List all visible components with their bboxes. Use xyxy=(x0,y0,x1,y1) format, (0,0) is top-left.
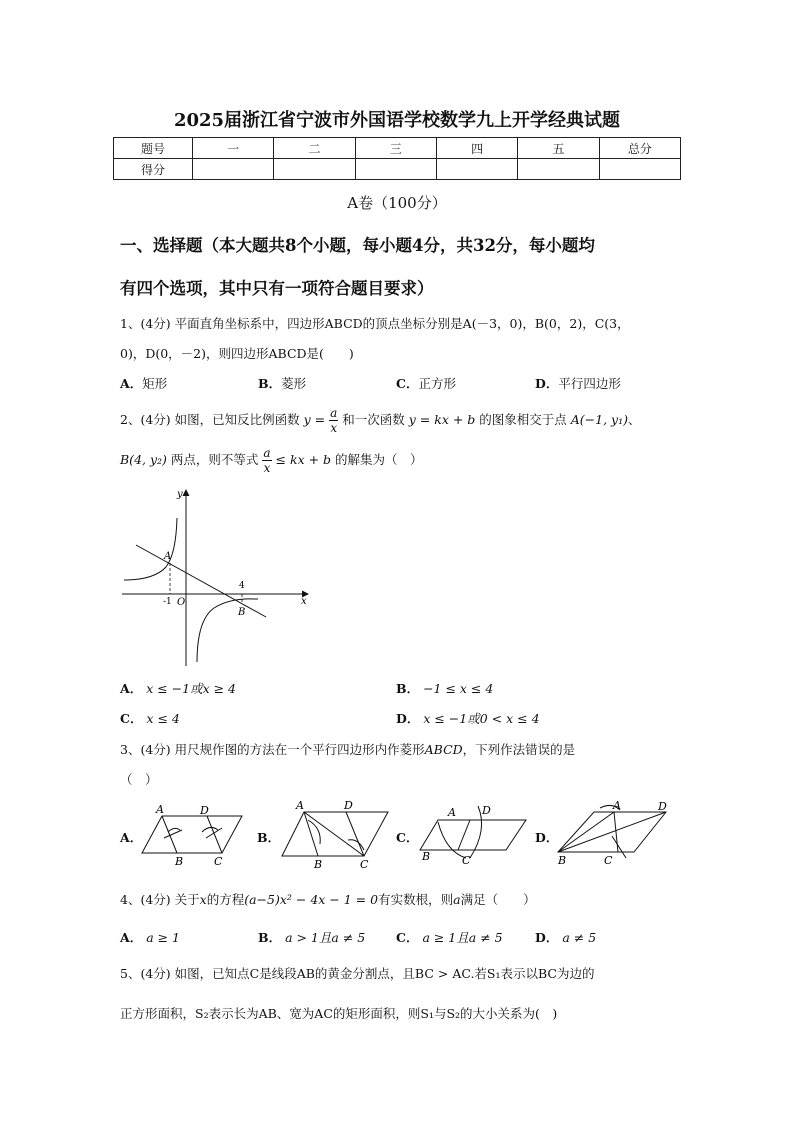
q4-option-b[interactable]: B． a > 1且a ≠ 5 xyxy=(258,930,366,945)
construction-mark xyxy=(612,836,626,858)
q4-option-a[interactable]: A． a ≥ 1 xyxy=(120,930,181,945)
q3-option-c-label[interactable]: C． xyxy=(396,830,419,845)
q5-text-line2: 正方形面积，S₂表示长为AB、宽为AC的矩形面积，则S₁与S₂的大小关系为( ) xyxy=(120,1006,558,1021)
x-axis-label: x xyxy=(301,596,307,607)
point-label: C xyxy=(462,854,471,867)
segment xyxy=(614,812,618,852)
q2-option-d[interactable]: D． x ≤ −1或0 < x ≤ 4 xyxy=(396,711,540,726)
q3-figure-a[interactable] xyxy=(140,800,245,870)
q1-text-line2: 0)，D(0，－2)，则四边形ABCD是( ) xyxy=(120,346,354,361)
point-label: D xyxy=(482,804,491,817)
paper-section-heading: A卷（100分） xyxy=(347,194,447,212)
point-a-label: A xyxy=(164,551,172,562)
point-label: D xyxy=(344,799,353,812)
q1-option-c[interactable]: C．正方形 xyxy=(396,376,456,391)
q1-option-b[interactable]: B．菱形 xyxy=(258,376,307,391)
parallelogram xyxy=(142,816,242,853)
q2-option-a[interactable]: A． x ≤ −1或x ≥ 4 xyxy=(120,681,237,696)
q1-option-d[interactable]: D．平行四边形 xyxy=(535,376,621,391)
score-table xyxy=(113,137,681,180)
y-axis-label: y xyxy=(177,489,183,500)
table-header-cell: 一 xyxy=(193,138,274,159)
point-b-label: B xyxy=(238,607,246,618)
score-cell[interactable] xyxy=(518,159,599,180)
q3-option-d-label[interactable]: D． xyxy=(535,830,559,845)
tick-label-4: 4 xyxy=(239,581,245,591)
score-cell[interactable] xyxy=(436,159,517,180)
point-label: C xyxy=(214,855,223,868)
point-label: D xyxy=(658,800,667,813)
hyperbola-upper-left-branch xyxy=(124,518,177,580)
segment-dc xyxy=(207,816,222,853)
point-label: C xyxy=(604,854,613,867)
point-label: C xyxy=(360,858,369,870)
construction-arc xyxy=(308,820,320,844)
q2-ineq-fraction: $\frac{a}{x}$ xyxy=(263,446,271,475)
construction-arc xyxy=(202,827,218,832)
section-heading-line1: 一、选择题（本大题共8个小题，每小题4分，共32分，每小题均 xyxy=(120,236,595,255)
point-label: A xyxy=(613,799,621,812)
q1-option-a[interactable]: A．矩形 xyxy=(120,376,168,391)
table-header-cell: 二 xyxy=(274,138,355,159)
score-cell[interactable] xyxy=(193,159,274,180)
q3-text-line2: （ ） xyxy=(120,772,158,787)
construction-mark xyxy=(164,830,182,838)
score-cell[interactable] xyxy=(599,159,680,180)
q2-fraction: $\frac{a}{x}$ xyxy=(330,406,338,435)
point-label: A xyxy=(448,806,456,819)
construction-arc xyxy=(348,840,364,850)
segment-ab xyxy=(162,816,177,853)
q2-option-c[interactable]: C． x ≤ 4 xyxy=(120,711,180,726)
q3-figure-c[interactable] xyxy=(418,800,530,870)
point-label: B xyxy=(558,854,567,867)
parallelogram xyxy=(420,820,526,850)
table-row xyxy=(114,138,681,159)
point-label: A xyxy=(296,799,304,812)
hyperbola-lower-right-branch xyxy=(197,599,258,662)
table-header-cell: 五 xyxy=(518,138,599,159)
q2-text-line1: 2、(4分) 如图，已知反比例函数 y = $\frac{a}{x}$ 和一次函数 y = kx + b 的图象相交于点 A(−1, y₁)、 xyxy=(120,406,641,435)
q3-option-b-label[interactable]: B． xyxy=(257,830,281,845)
page-title: 2025届浙江省宁波市外国语学校数学九上开学经典试题 xyxy=(173,110,621,131)
q1-text-line1: 1、(4分) 平面直角坐标系中，四边形ABCD的顶点坐标分别是A(－3，0)，B(0，2)，C(3， xyxy=(120,316,630,331)
table-row xyxy=(114,159,681,180)
table-header-cell: 三 xyxy=(355,138,436,159)
table-header-cell: 四 xyxy=(436,138,517,159)
q2-text-line2: B(4, y₂) 两点，则不等式 $\frac{a}{x}$ ≤ kx + b 的解集为（ ） xyxy=(120,446,423,475)
score-cell[interactable] xyxy=(274,159,355,180)
q3-figure-b[interactable] xyxy=(278,796,393,870)
q3-option-a-label[interactable]: A． xyxy=(120,830,143,845)
table-header-cell: 总分 xyxy=(599,138,680,159)
point-label: B xyxy=(422,850,431,863)
point-label: A xyxy=(156,803,164,816)
point-label: B xyxy=(175,855,184,868)
point-label: B xyxy=(314,858,323,870)
segment-ab xyxy=(458,820,470,850)
q4-option-c[interactable]: C． a ≥ 1且a ≠ 5 xyxy=(396,930,503,945)
q2-option-b[interactable]: B． −1 ≤ x ≤ 4 xyxy=(396,681,494,696)
tick-label-neg1: -1 xyxy=(163,597,172,607)
construction-mark xyxy=(206,828,222,838)
point-label: D xyxy=(200,804,209,817)
q5-text-line1: 5、(4分) 如图，已知点C是线段AB的黄金分割点，且BC > AC.若S₁表示以BC为边的 xyxy=(120,966,595,981)
origin-label: O xyxy=(177,597,186,608)
q3-text-line1: 3、(4分) 用尺规作图的方法在一个平行四边形内作菱形ABCD，下列作法错误的是 xyxy=(120,742,576,757)
table-header-cell: 题号 xyxy=(114,138,193,159)
q4-option-d[interactable]: D． a ≠ 5 xyxy=(535,930,597,945)
segment-ab xyxy=(304,812,318,856)
q4-text: 4、(4分) 关于x的方程(a−5)x² − 4x − 1 = 0有实数根，则a满足（ ） xyxy=(120,892,536,907)
score-cell[interactable] xyxy=(355,159,436,180)
diagonal xyxy=(558,812,614,852)
section-heading-line2: 有四个选项，其中只有一项符合题目要求） xyxy=(120,279,434,298)
score-row-label: 得分 xyxy=(114,159,193,180)
linear-function-line xyxy=(136,545,266,617)
q3-figure-d[interactable] xyxy=(556,796,672,870)
q2-function-graph xyxy=(118,484,318,670)
parallelogram xyxy=(282,812,388,856)
